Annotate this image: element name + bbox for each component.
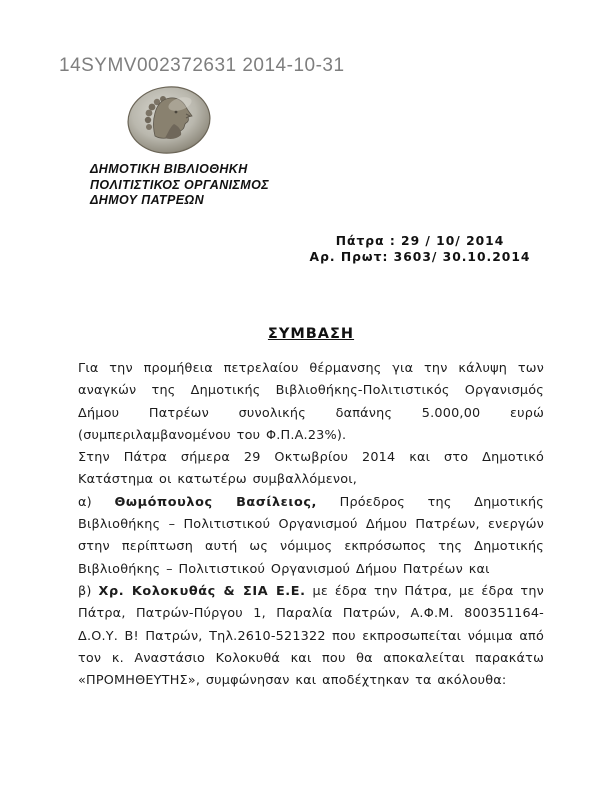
paragraph-segment: β) xyxy=(78,583,99,599)
contract-title: ΣΥΜΒΑΣΗ xyxy=(267,326,355,342)
contract-paragraph xyxy=(78,358,544,447)
protocol-number-line: Αρ. Πρωτ: 3603/ 30.10.2014 xyxy=(309,250,531,264)
contract-paragraph xyxy=(78,581,544,692)
organization-name xyxy=(90,162,269,209)
paragraph-segment: με έδρα την Πάτρα, με έδρα την Πάτρα, Πατρών-Πύργου 1, Παραλία Πατρών, Α.Φ.Μ. 800351164-Δ.Ο.Υ. Β! Πατρών, Τηλ.2610-521322 που εκπροσωπείται νόμιμα από τον κ. Αναστάσιο Κολοκυθά και που θα αποκαλείται παρακάτω «ΠΡΟΜΗΘΕΥΤΗΣ», συμφώνησαν και αποδέχτηκαν τα ακόλουθα: xyxy=(78,583,544,689)
contract-paragraph xyxy=(78,447,544,492)
organization-name-line: ΔΗΜΟΤΙΚΗ ΒΙΒΛΙΟΘΗΚΗ xyxy=(90,162,248,176)
place-date-line: Πάτρα : 29 / 10/ 2014 xyxy=(335,234,505,248)
contract-paragraph xyxy=(78,492,544,581)
document-code: 14SYMV002372631 2014-10-31 xyxy=(59,55,345,76)
paragraph-segment-bold: Χρ. Κολοκυθάς & ΣΙΑ Ε.Ε. xyxy=(98,583,306,599)
paragraph-segment: Για την προμήθεια πετρελαίου θέρμανσης για την κάλυψη των αναγκών της Δημοτικής Βιβλιοθήκης-Πολιτιστικός Οργανισμός Δήμου Πατρέων συνολικής δαπάνης 5.000,00 ευρώ (συμπεριλαμβανομένου του Φ.Π.Α.23%). xyxy=(78,361,544,443)
zeus-coin-logo xyxy=(124,84,214,156)
contract-body xyxy=(78,358,544,692)
organization-name-line: ΠΟΛΙΤΙΣΤΙΚΟΣ ΟΡΓΑΝΙΣΜΟΣ xyxy=(90,177,270,192)
paragraph-segment: α) xyxy=(78,494,115,510)
paragraph-segment-bold: Θωμόπουλος Βασίλειος, xyxy=(114,494,318,510)
date-protocol-block xyxy=(285,233,555,265)
paragraph-segment: Πρόεδρος της Δημοτικής Βιβλιοθήκης – Πολιτιστικού Οργανισμού Δήμου Πατρέων, ενεργών στην περίπτωση αυτή ως νόμιμος εκπρόσωπος της Δημοτικής Βιβλιοθήκης – Πολιτιστικού Οργανισμού Δήμου Πατρέων και xyxy=(78,494,544,577)
paragraph-segment: Στην Πάτρα σήμερα 29 Οκτωβρίου 2014 και στο Δημοτικό Κατάστημα οι κατωτέρω συμβαλλόμενοι, xyxy=(78,450,544,488)
organization-name-line: ΔΗΜΟΥ ΠΑΤΡΕΩΝ xyxy=(90,193,205,207)
